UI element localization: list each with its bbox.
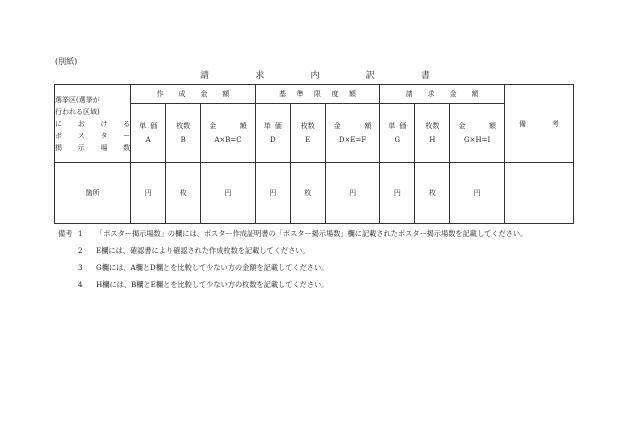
- subheader-code: G×H=I: [464, 136, 491, 144]
- header-char: 請: [405, 90, 413, 98]
- header-char: 限: [314, 90, 322, 98]
- unit-label: 円: [473, 189, 481, 197]
- subheader-count-b: [166, 104, 201, 163]
- header-char: 準: [296, 90, 304, 98]
- subheader-text: 枚数: [300, 122, 315, 130]
- header-char: 成: [178, 90, 186, 98]
- region-text: ー: [123, 131, 131, 140]
- note-number: 4: [78, 280, 83, 289]
- subheader-char: 額: [488, 122, 496, 130]
- subheader-code: A×B=C: [214, 136, 242, 144]
- title-char: 書: [420, 71, 430, 81]
- unit-label: 円: [349, 189, 357, 197]
- title-char: 内: [310, 71, 320, 81]
- breakdown-table: [54, 84, 574, 224]
- subheader-char: 単: [263, 122, 271, 130]
- note-item: [58, 262, 578, 274]
- subheader-unit-price-a: [131, 104, 166, 163]
- unit-label: 枚: [428, 189, 436, 197]
- note-text: E欄には、確認書により確認された作成枚数を記載してください。: [96, 246, 310, 255]
- region-text: 選挙区(選挙が: [55, 95, 100, 104]
- note-text: 「ポスター掲示場数」の欄には、ポスター作成証明書の「ポスター掲示場数」欄に記載されたポスター掲示場数を記載してください。: [96, 229, 528, 238]
- note-item: [58, 228, 578, 240]
- unit-price-a-cell: [131, 163, 166, 224]
- subheader-code: G: [394, 136, 401, 144]
- unit-label: 円: [144, 189, 152, 197]
- subheader-char: 価: [150, 122, 158, 130]
- region-text: け: [100, 119, 108, 128]
- standard-limit-header: [255, 85, 380, 104]
- unit-label: 箇所: [85, 189, 100, 197]
- unit-label: 円: [224, 189, 232, 197]
- claim-amount-header: [380, 85, 505, 104]
- region-text: 行われる区域): [55, 107, 100, 116]
- region-text: 数: [123, 143, 131, 152]
- header-char: 額: [349, 90, 357, 98]
- unit-label: 円: [393, 189, 401, 197]
- subheader-text: 枚数: [176, 122, 191, 130]
- remarks-header: [504, 85, 573, 163]
- unit-label: 枚: [179, 189, 187, 197]
- note-number: 1: [78, 229, 83, 238]
- attachment-label: (別紙): [55, 57, 78, 66]
- amount-c-cell: [201, 163, 256, 224]
- unit-price-g-cell: [380, 163, 415, 224]
- remarks-cell: [504, 163, 573, 224]
- subheader-char: 価: [274, 122, 282, 130]
- header-char: 額: [471, 90, 479, 98]
- notes-heading: 備考: [58, 229, 73, 238]
- subheader-amount-i: [450, 104, 505, 163]
- note-number: 2: [78, 246, 83, 255]
- count-h-cell: [415, 163, 450, 224]
- region-text: お: [77, 119, 85, 128]
- header-char: 考: [552, 119, 559, 128]
- amount-i-cell: [450, 163, 505, 224]
- header-char: 備: [518, 119, 526, 128]
- subheader-count-h: [415, 104, 450, 163]
- notes-section: [58, 228, 578, 296]
- header-char: 作: [156, 90, 164, 98]
- header-char: 度: [331, 90, 339, 98]
- subheader-char: 金: [333, 122, 341, 130]
- region-text: タ: [100, 131, 108, 140]
- subheader-count-e: [290, 104, 325, 163]
- subheader-char: 価: [399, 122, 407, 130]
- header-char: 額: [222, 90, 230, 98]
- note-text: G欄には、A欄とD欄とを比較して少ない方の金額を記載してください。: [96, 263, 329, 272]
- subheader-unit-price-d: [255, 104, 290, 163]
- subheader-code: B: [180, 136, 186, 144]
- subheader-code: E: [305, 136, 311, 144]
- title-char: 求: [255, 71, 265, 81]
- note-number: 3: [78, 263, 83, 272]
- unit-label: 枚: [304, 189, 312, 197]
- region-count-cell: [55, 163, 131, 224]
- amount-f-cell: [325, 163, 380, 224]
- region-text: ス: [77, 131, 85, 140]
- subheader-char: 単: [139, 122, 147, 130]
- subheader-code: A: [145, 136, 151, 144]
- region-text: に: [55, 119, 62, 128]
- note-text: H欄には、B欄とE欄とを比較して少ない方の枚数を記載してください。: [96, 280, 329, 289]
- header-char: 求: [427, 90, 435, 98]
- subheader-char: 金: [209, 122, 217, 130]
- region-text: 示: [77, 143, 85, 152]
- header-char: 基: [279, 90, 287, 98]
- subheader-code: D: [269, 136, 276, 144]
- region-text: ポ: [55, 131, 62, 140]
- subheader-amount-c: [201, 104, 256, 163]
- region-text: 場: [100, 143, 108, 152]
- title-char: 請: [200, 71, 210, 81]
- subheader-amount-f: [325, 104, 380, 163]
- subheader-unit-price-g: [380, 104, 415, 163]
- unit-price-d-cell: [255, 163, 290, 224]
- subheader-char: 額: [239, 122, 247, 130]
- subheader-code: D×E=F: [338, 136, 367, 144]
- document-title: [200, 68, 430, 81]
- title-char: 訳: [365, 71, 375, 81]
- region-text: る: [123, 119, 131, 128]
- count-e-cell: [290, 163, 325, 224]
- note-item: [58, 245, 578, 257]
- header-char: 金: [200, 90, 208, 98]
- region-text: 掲: [55, 143, 62, 152]
- subheader-text: 枚数: [425, 122, 440, 130]
- header-char: 金: [449, 90, 457, 98]
- count-b-cell: [166, 163, 201, 224]
- note-item: [58, 279, 578, 291]
- region-header-cell: [55, 85, 131, 163]
- subheader-char: 額: [364, 122, 372, 130]
- subheader-char: 単: [388, 122, 396, 130]
- subheader-code: H: [429, 136, 436, 144]
- unit-label: 円: [269, 189, 277, 197]
- subheader-char: 金: [458, 122, 466, 130]
- production-amount-header: [131, 85, 256, 104]
